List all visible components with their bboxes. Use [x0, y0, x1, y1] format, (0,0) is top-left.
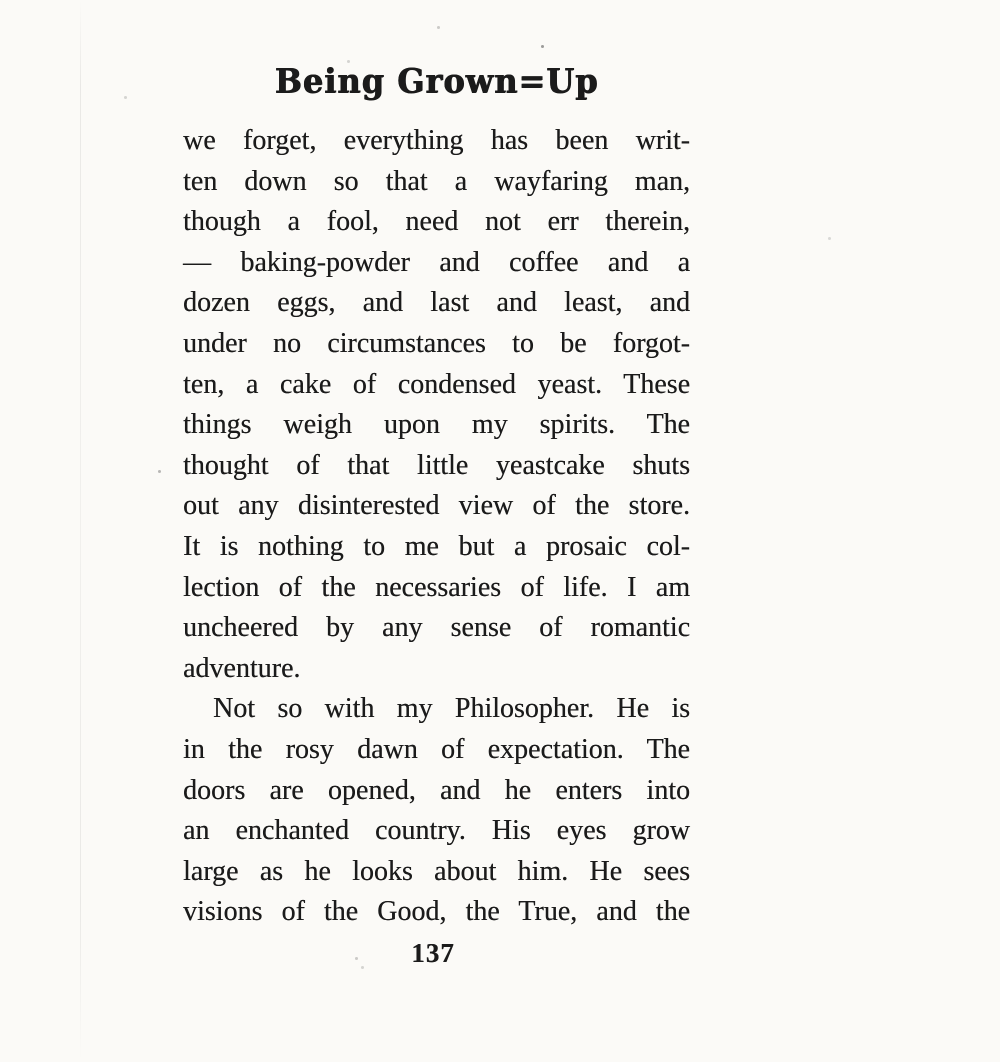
scan-speck	[124, 96, 127, 99]
scan-speck	[541, 45, 544, 48]
scan-speck	[828, 237, 831, 240]
page-number: 137	[411, 938, 455, 968]
text-line: ten down so that a wayfaring man,	[183, 165, 690, 197]
text-line: out any disinterested view of the store.	[183, 490, 690, 522]
text-line: we forget, everything has been writ-	[183, 125, 690, 156]
text-line: under no circumstances to be forgot-	[183, 327, 690, 359]
running-head: Being Grown=Up	[274, 61, 599, 101]
text-line: though a fool, need not err therein,	[183, 206, 690, 238]
text-line: Not so with my Philosopher. He is	[213, 693, 690, 725]
text-line: dozen eggs, and last and least, and	[183, 287, 690, 319]
scan-speck	[437, 26, 440, 29]
scan-speck	[158, 470, 161, 473]
text-line: lection of the necessaries of life. I am	[183, 571, 690, 603]
text-line: uncheered by any sense of romantic	[183, 612, 690, 644]
scan-artifact-line	[80, 0, 81, 1062]
text-line: adventure.	[183, 652, 301, 684]
text-line: — baking-powder and coffee and a	[183, 246, 690, 278]
text-line: thought of that little yeastcake shuts	[183, 449, 690, 481]
text-line: visions of the Good, the True, and the	[183, 896, 690, 928]
text-block	[183, 121, 690, 933]
text-line: doors are opened, and he enters into	[183, 774, 690, 806]
text-line: ten, a cake of condensed yeast. These	[183, 368, 690, 400]
text-line: It is nothing to me but a prosaic col-	[183, 530, 690, 562]
text-line: in the rosy dawn of expectation. The	[183, 733, 690, 765]
text-line: large as he looks about him. He sees	[183, 855, 690, 887]
text-line: an enchanted country. His eyes grow	[183, 815, 690, 847]
text-line: things weigh upon my spirits. The	[183, 409, 690, 441]
